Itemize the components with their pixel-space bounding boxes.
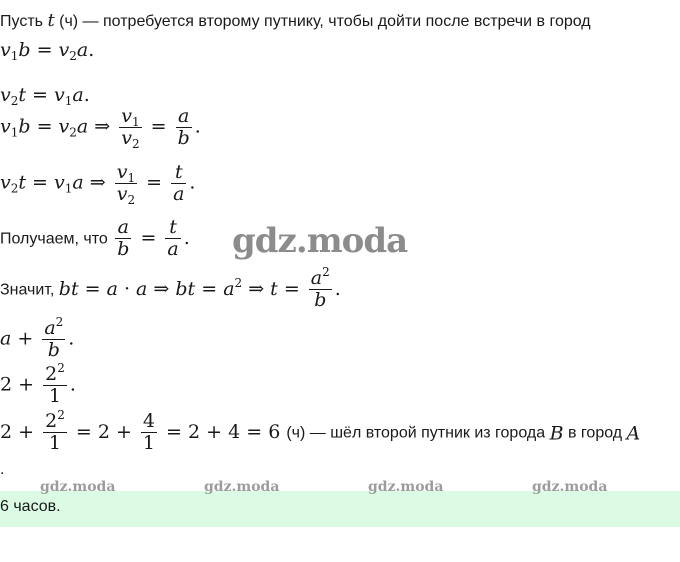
equation-4: $v_2t = v_1a$ ⇒ $\frac{v_1}{v_2}$ = $\frac{t}{a}$ .: [0, 161, 196, 207]
equation-9: 2 + $\frac{2^2}{1}$ = 2 + $\frac{4}{1}$ = 2 + 4 = 6 (ч) — шёл второй путник из города B в город A: [0, 408, 641, 454]
answer-panel: [0, 491, 680, 527]
equation-8: 2 + $\frac{2^2}{1}$ .: [0, 361, 76, 407]
equation-3: $v_1b = v_2a$ ⇒ $\frac{v_1}{v_2}$ = $\frac{a}{b}$ .: [0, 105, 201, 151]
equation-2: $v_2t = v_1a$.: [0, 84, 90, 108]
equation-5: Получаем, что $\frac{a}{b}$ = $\frac{t}{a}$ .: [0, 216, 190, 260]
equation-6: Значит, bt = a · a ⇒ bt = $a^2$ ⇒ t = $\frac{a^2}{b}$ .: [0, 265, 341, 311]
equation-7: a + $\frac{a^2}{b}$ .: [0, 315, 75, 361]
watermark-small: gdz.moda: [40, 479, 116, 495]
stray-dot: .: [0, 461, 5, 478]
intro-line: Пусть t (ч) — потребуется второму путнику, чтобы дойти после встречи в город: [0, 10, 591, 31]
equation-1: $v_1b = v_2a$.: [0, 39, 95, 63]
watermark: gdz.moda: [232, 221, 408, 261]
watermark-small: gdz.moda: [532, 479, 608, 495]
watermark-small: gdz.moda: [368, 479, 444, 495]
watermark-small: gdz.moda: [204, 479, 280, 495]
answer-text: 6 часов.: [0, 498, 61, 515]
